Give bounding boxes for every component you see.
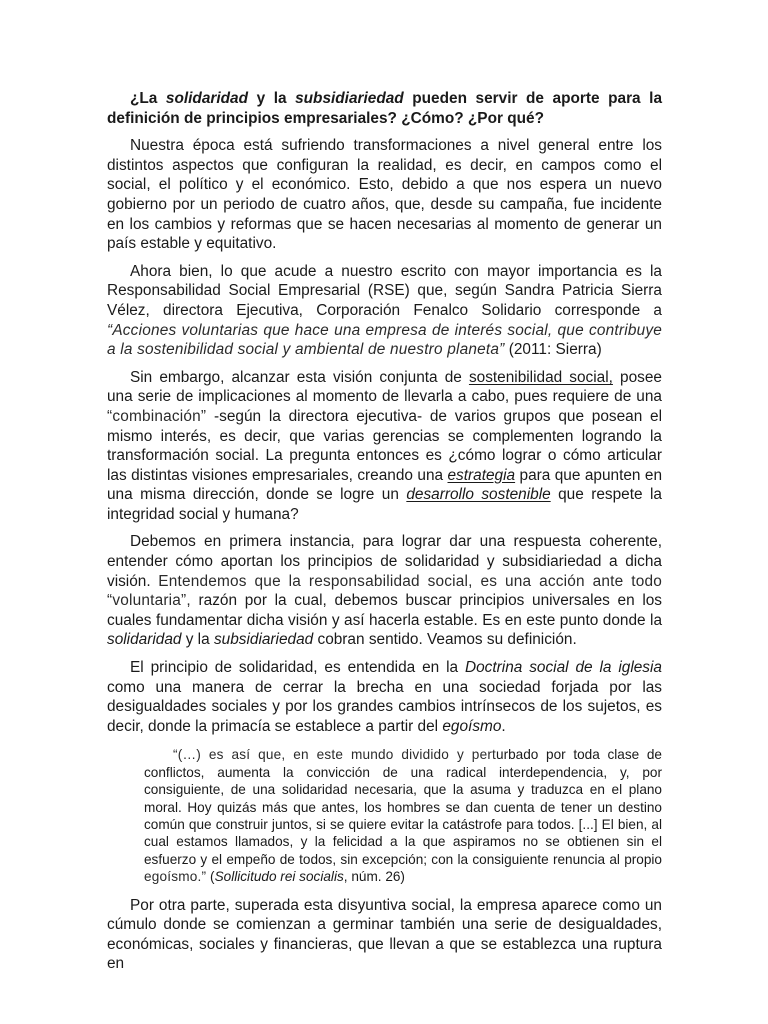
paragraph-5: El principio de solidaridad, es entendida en la Doctrina social de la iglesia como una manera de cerrar la brecha en una sociedad forjada por las desigualdades sociales y por los grandes cambios intrínsecos de los sujetos, es decir, donde la primacía se establece a partir del egoísmo. xyxy=(107,659,662,735)
paragraph-4: Debemos en primera instancia, para lograr dar una respuesta coherente, entender cómo aportan los principios de solidaridad y subsidiariedad a dicha visión. Entendemos que la responsabilidad social, es una acción ante todo “voluntaria”, razón por la cual, debemos buscar principios universales en los cuales fundamentar dicha visión y así hacerla estable. Es en este punto donde la solidaridad y la subsidiariedad cobran sentido. Veamos su definición. xyxy=(107,533,662,649)
rse-definition-quote: “Acciones voluntarias que hace una empresa de interés social, que contribuye a la sostenibilidad social y ambiental de nuestro planeta” xyxy=(107,321,662,359)
document-title: ¿La solidaridad y la subsidiariedad pueden servir de aporte para la definición de principios empresariales? ¿Cómo? ¿Por qué? xyxy=(107,90,662,127)
document-page xyxy=(107,89,662,982)
paragraph-3: Sin embargo, alcanzar esta visión conjunta de sostenibilidad social, posee una serie de implicaciones al momento de llevarla a cabo, pues requiere de una “combinación” -según la directora ejecutiva- de varios grupos que posean el mismo interés, es decir, que varias gerencias se complementen logrando la transformación social. La pregunta entonces es ¿cómo lograr o cómo articular las distintas visiones empresariales, creando una estrategia para que apunten en una misma dirección, donde se logre un desarrollo sostenible que respete la integridad social y humana? xyxy=(107,368,663,523)
paragraph-6: Por otra parte, superada esta disyuntiva social, la empresa aparece como un cúmulo donde se comienzan a germinar también una serie de desigualdades, económicas, sociales y financieras, que llevan a que se establezca una ruptura en xyxy=(107,896,662,973)
paragraph-1: Nuestra época está sufriendo transformaciones a nivel general entre los distintos aspectos que configuran la realidad, es decir, en campos como el social, el político y el económico. Esto, debido a que nos espera un nuevo gobierno por un periodo de cuatro años, que, desde su campaña, fue incidente en los cambios y reformas que se hacen necesarias al momento de generar un país estable y equitativo. xyxy=(107,137,662,253)
block-quote: “(…) es así que, en este mundo dividido y perturbado por toda clase de conflictos, aumenta la convicción de una radical interdependencia, y, por consiguiente, de una solidaridad necesaria, que la asuma y traduzca en el plano moral. Hoy quizás más que antes, los hombres se dan cuenta de tener un destino común que construir juntos, si se quiere evitar la catástrofe para todos. [...] El bien, al cual estamos llamados, y la felicidad a la que aspiramos no se obtienen sin el esfuerzo y el empeño de todos, sin excepción; con la consiguiente renuncia al propio egoísmo.” (Sollicitudo rei socialis, núm. 26) xyxy=(144,747,662,885)
paragraph-2: Ahora bien, lo que acude a nuestro escrito con mayor importancia es la Responsabilidad Social Empresarial (RSE) que, según Sandra Patricia Sierra Vélez, directora Ejecutiva, Corporación Fenalco Solidario corresponde a “Acciones voluntarias que hace una empresa de interés social, que contribuye a la sostenibilidad social y ambiental de nuestro planeta” (2011: Sierra) xyxy=(107,262,662,359)
